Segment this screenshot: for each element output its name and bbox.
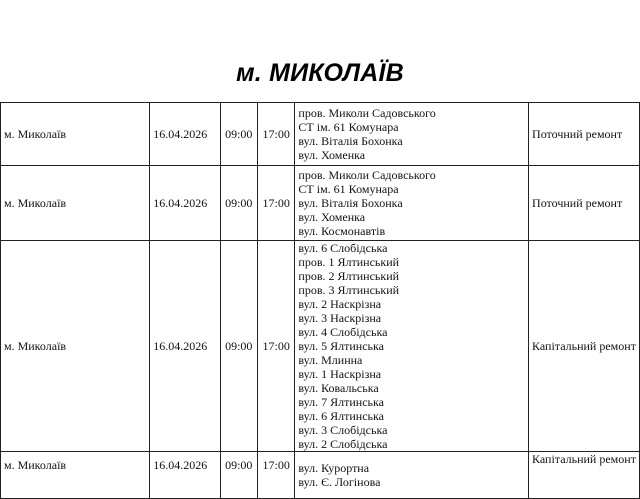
start-time-cell: 09:00 (220, 241, 257, 452)
start-time-cell: 09:00 (220, 103, 257, 166)
date-cell: 16.04.2026 (150, 166, 220, 241)
street-name: вул. 7 Ялтинська (298, 395, 384, 409)
city-cell: м. Миколаїв (1, 103, 150, 166)
street-name: вул. Хоменка (298, 210, 366, 224)
street-name: вул. 4 Слобідська (298, 325, 388, 339)
street-name: вул. 3 Наскрізна (298, 311, 382, 325)
street-name: вул. 2 Слобідська (298, 437, 388, 451)
street-name: вул. 5 Ялтинська (298, 339, 384, 353)
street-name: пров. Миколи Садовського (298, 106, 436, 120)
street-name: вул. Млинна (298, 353, 363, 367)
outage-schedule-table (0, 102, 640, 499)
work-type-cell: Поточний ремонт (529, 166, 640, 241)
work-type-cell: Поточний ремонт (529, 103, 640, 166)
street-name: вул. Хоменка (298, 148, 366, 162)
street-name: пров. Миколи Садовського (298, 168, 436, 182)
street-name: вул. 1 Наскрізна (298, 367, 382, 381)
end-time-cell: 17:00 (257, 241, 294, 452)
street-name: вул. Космонавтів (298, 224, 386, 238)
street-name: пров. 2 Ялтинський (298, 269, 400, 283)
street-name: СТ ім. 61 Комунара (298, 120, 399, 134)
city-cell: м. Миколаїв (1, 241, 150, 452)
street-name: вул. Ковальська (298, 381, 379, 395)
street-name: пров. 3 Ялтинський (298, 283, 400, 297)
date-cell: 16.04.2026 (150, 241, 220, 452)
streets-cell (295, 452, 529, 499)
street-name: вул. 3 Слобідська (298, 423, 388, 437)
streets-cell (295, 166, 529, 241)
street-name: вул. 6 Ялтинська (298, 409, 384, 423)
table-row (1, 241, 640, 452)
start-time-cell: 09:00 (220, 166, 257, 241)
street-name: вул. Курортна (298, 461, 370, 475)
city-cell: м. Миколаїв (1, 166, 150, 241)
table-row (1, 103, 640, 166)
end-time-cell: 17:00 (257, 103, 294, 166)
street-name: вул. 6 Слобідська (298, 241, 388, 255)
end-time-cell: 17:00 (257, 166, 294, 241)
streets-cell (295, 103, 529, 166)
street-name: вул. Є. Логінова (298, 475, 381, 489)
streets-cell (295, 241, 529, 452)
street-name: СТ ім. 61 Комунара (298, 182, 399, 196)
end-time-cell: 17:00 (257, 452, 294, 499)
work-type-cell: Капітальний ремонт (529, 241, 640, 452)
street-name: вул. 2 Наскрізна (298, 297, 382, 311)
start-time-cell: 09:00 (220, 452, 257, 499)
page-title: м. МИКОЛАЇВ (236, 59, 404, 87)
street-name: вул. Віталія Бохонка (298, 196, 403, 210)
city-cell: м. Миколаїв (1, 452, 150, 499)
street-name: вул. Віталія Бохонка (298, 134, 403, 148)
street-name: пров. 1 Ялтинський (298, 255, 400, 269)
date-cell: 16.04.2026 (150, 103, 220, 166)
date-cell: 16.04.2026 (150, 452, 220, 499)
table-row (1, 452, 640, 499)
table-row (1, 166, 640, 241)
work-type-cell: Капітальний ремонт (529, 452, 640, 499)
